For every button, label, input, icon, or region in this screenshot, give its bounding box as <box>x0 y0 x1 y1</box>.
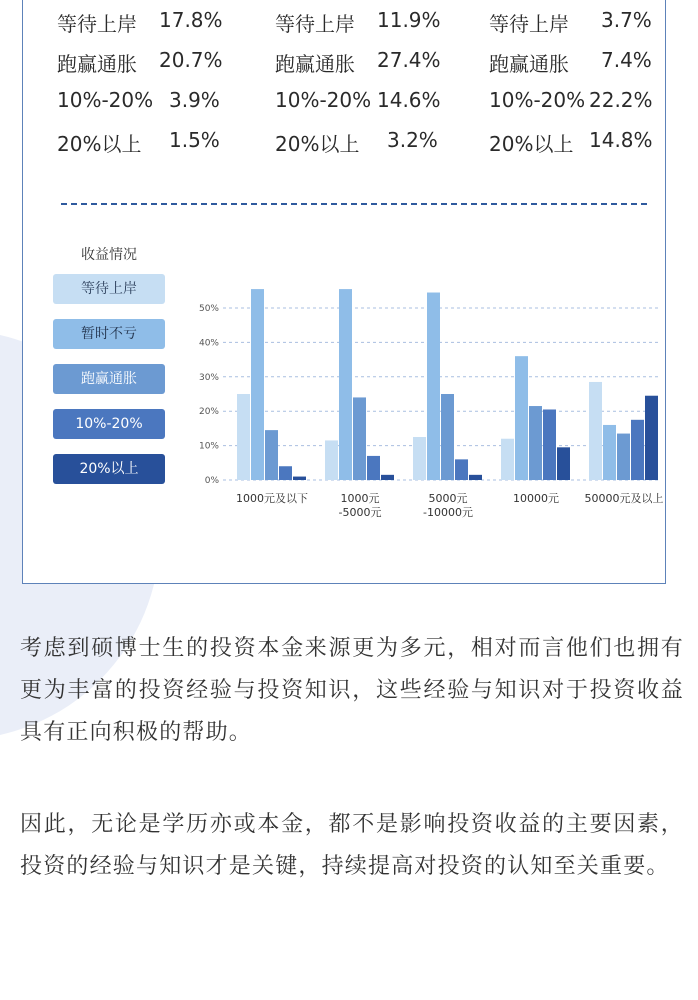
bar <box>413 437 426 480</box>
bar <box>501 439 514 480</box>
stats-value: 11.9% <box>377 8 441 32</box>
bar <box>381 475 394 480</box>
bar <box>631 420 644 480</box>
bar <box>325 440 338 480</box>
bar <box>293 477 306 480</box>
stats-label: 20%以上 <box>57 132 142 156</box>
bar <box>645 396 658 480</box>
chart-card <box>22 0 666 584</box>
stats-label: 20%以上 <box>489 132 574 156</box>
legend-item: 20%以上 <box>53 454 165 484</box>
stats-value: 14.8% <box>589 128 653 152</box>
y-tick-label: 40% <box>198 338 219 349</box>
bar <box>543 409 556 480</box>
stats-label: 10%-20% <box>489 88 586 112</box>
y-tick-label: 50% <box>198 304 219 314</box>
stats-label: 跑赢通胀 <box>57 52 137 76</box>
stats-value: 27.4% <box>377 48 441 72</box>
bar <box>617 434 630 480</box>
bar <box>515 356 528 480</box>
stats-label: 20%以上 <box>275 132 360 156</box>
bar <box>455 459 468 480</box>
body-text <box>20 628 684 754</box>
x-tick-label: -10000元 <box>423 506 473 519</box>
bar <box>441 394 454 480</box>
y-tick-label: 10% <box>198 441 219 452</box>
paragraph: 因此，无论是学历亦或本金，都不是影响投资收益的主要因素，投资的经验与知识才是关键，持续提高对投资的认知至关重要。 <box>20 812 684 879</box>
stats-label: 等待上岸 <box>275 12 355 36</box>
stats-label: 等待上岸 <box>489 12 569 36</box>
paragraph: 考虑到硕博士生的投资本金来源更为多元，相对而言他们也拥有更为丰富的投资经验与投资知识，这些经验与知识对于投资收益具有正向积极的帮助。 <box>20 636 684 745</box>
stats-value: 20.7% <box>159 48 223 72</box>
bar <box>279 466 292 480</box>
stats-value: 3.7% <box>601 8 652 32</box>
stats-value: 1.5% <box>169 128 220 152</box>
bar-chart <box>23 0 667 584</box>
legend-item: 10%-20% <box>53 409 165 439</box>
bar <box>557 447 570 480</box>
y-tick-label: 20% <box>198 407 219 418</box>
legend-item: 暂时不亏 <box>53 319 165 349</box>
body-text <box>20 804 684 888</box>
legend-item: 跑赢通胀 <box>53 364 165 394</box>
bar <box>339 289 352 480</box>
stats-value: 14.6% <box>377 88 441 112</box>
x-tick-label: 10000元 <box>513 492 559 505</box>
stats-label: 等待上岸 <box>57 12 137 36</box>
x-tick-label: -5000元 <box>338 506 382 519</box>
bar <box>529 406 542 480</box>
legend-item: 等待上岸 <box>53 274 165 304</box>
stats-label: 跑赢通胀 <box>489 52 569 76</box>
stats-value: 17.8% <box>159 8 223 32</box>
y-tick-label: 30% <box>198 372 219 383</box>
bar <box>251 289 264 480</box>
stats-value: 3.9% <box>169 88 220 112</box>
stats-value: 7.4% <box>601 48 652 72</box>
bar <box>265 430 278 480</box>
y-tick-label: 0% <box>204 476 219 486</box>
bar <box>237 394 250 480</box>
stats-value: 22.2% <box>589 88 653 112</box>
bar <box>603 425 616 480</box>
stats-label: 跑赢通胀 <box>275 52 355 76</box>
bar <box>353 397 366 480</box>
stats-value: 3.2% <box>387 128 438 152</box>
bar <box>469 475 482 480</box>
x-tick-label: 50000元及以上 <box>584 492 664 505</box>
bar <box>427 293 440 480</box>
stats-label: 10%-20% <box>57 88 154 112</box>
x-tick-label: 1000元及以下 <box>236 492 308 505</box>
x-tick-label: 1000元 <box>340 492 380 505</box>
x-tick-label: 5000元 <box>428 492 468 505</box>
bar <box>367 456 380 480</box>
stats-label: 10%-20% <box>275 88 372 112</box>
legend-title: 收益情况 <box>81 247 137 263</box>
bar <box>589 382 602 480</box>
